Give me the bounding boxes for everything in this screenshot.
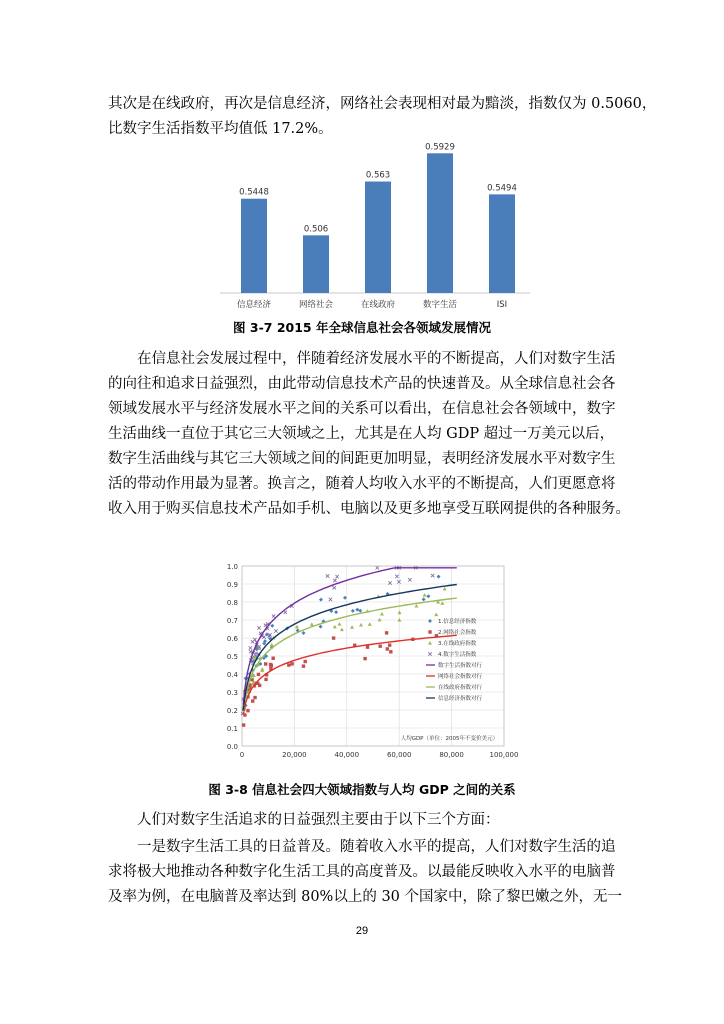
y-tick-label: 0.8 (226, 599, 238, 607)
y-tick-label: 0.2 (226, 707, 238, 715)
point (337, 622, 341, 626)
scatter-chart (220, 558, 540, 768)
category-label: 网络社会 (298, 300, 334, 310)
point (271, 657, 274, 660)
point (257, 673, 260, 676)
point (249, 646, 252, 649)
point (366, 645, 369, 648)
point (257, 626, 260, 629)
point (335, 575, 338, 578)
point (431, 574, 434, 577)
point (326, 574, 329, 577)
point (350, 625, 354, 629)
point (388, 643, 391, 646)
y-tick-label: 0.3 (226, 689, 238, 697)
point (319, 598, 323, 602)
y-tick-label: 0.4 (226, 671, 238, 679)
trend-line (243, 635, 456, 714)
point (246, 709, 249, 712)
bar-value-label: 0.506 (303, 224, 329, 235)
text-line: 比数字生活指数平均值低 17.2%。 (108, 121, 333, 137)
point (422, 597, 426, 601)
figure-caption-3-7: 图 3-7 2015 年全球信息社会各领域发展情况 (233, 320, 491, 335)
point (359, 623, 363, 627)
point (264, 678, 267, 681)
point (395, 575, 398, 578)
text-line: 其次是在线政府，再次是信息经济，网络社会表现相对最为黯淡，指数仅为 0.5060， (108, 96, 657, 112)
point (428, 641, 432, 645)
bar (365, 182, 391, 293)
point (380, 612, 384, 616)
y-tick-label: 0.9 (226, 581, 238, 589)
legend-label: 3.在线政府指数 (438, 641, 477, 648)
point (389, 650, 392, 653)
category-label: 数字生活 (422, 300, 458, 310)
point (385, 631, 388, 634)
y-tick-label: 0.6 (226, 635, 238, 643)
point (334, 610, 338, 614)
category-label: 信息经济 (236, 300, 272, 310)
x-tick-label: 60,000 (386, 751, 412, 759)
figure-caption-3-8: 图 3-8 信息社会四大领域指数与人均 GDP 之间的关系 (208, 782, 516, 797)
point (332, 636, 335, 639)
text-line: 收入用于购买信息技术产品如手机、电脑以及更多地享受互联网提供的各种服务。 (108, 501, 630, 517)
bar-value-label: 0.5448 (239, 187, 269, 198)
y-tick-label: 1.0 (226, 563, 238, 571)
point (253, 696, 256, 699)
text-line: 领域发展水平与经济发展水平之间的关系可以看出，在信息社会各领域中，数字 (108, 401, 616, 417)
x-tick-label: 20,000 (282, 751, 307, 759)
paragraph-1 (108, 92, 657, 142)
text-line: 数字生活曲线与其它三大领域之间的间距更加明显，表明经济发展水平对数字生 (108, 451, 616, 467)
point (264, 662, 267, 665)
text-line: 求将极大地推动各种数字化生活工具的高度普及。以最能反映收入水平的电脑普 (108, 864, 616, 880)
point (378, 618, 382, 622)
x-tick-label: 40,000 (334, 751, 360, 759)
point (251, 699, 254, 702)
point (368, 622, 372, 626)
point (428, 619, 432, 623)
text-line: 及率为例，在电脑普及率达到 80%以上的 30 个国家中，除了黎巴嫩之外，无一 (108, 889, 623, 905)
y-tick-label: 0.1 (226, 725, 238, 733)
text-line: 一是数字生活工具的日益普及。随着收入水平的提高，人们对数字生活的追 (137, 839, 616, 855)
point (304, 660, 307, 663)
point (295, 625, 299, 629)
point (258, 684, 261, 687)
legend-label: 4.数字生活指数 (438, 652, 477, 659)
y-tick-label: 0.5 (226, 653, 238, 661)
x-axis-label: 人均GDP（单位：2005年不变价美元） (400, 736, 498, 742)
bar (241, 199, 267, 293)
x-tick-label: 0 (239, 751, 245, 759)
point (287, 663, 290, 666)
text-line: 在信息社会发展过程中，伴随着经济发展水平的不断提高，人们对数字生活 (137, 351, 616, 367)
text-line: 人们对数字生活追求的日益强烈主要由于以下三个方面： (137, 812, 500, 828)
point (242, 723, 245, 726)
point (310, 622, 314, 626)
y-tick-label: 0.0 (226, 743, 238, 751)
page-number: 29 (355, 925, 369, 937)
x-tick-label: 100,000 (489, 751, 519, 759)
category-label: ISI (496, 300, 508, 310)
point (351, 609, 355, 613)
point (251, 640, 254, 643)
point (363, 657, 366, 660)
point (302, 664, 305, 667)
point (333, 586, 336, 589)
bar-value-label: 0.5929 (425, 142, 455, 153)
bar-value-label: 0.5494 (487, 183, 517, 194)
text-line: 活的带动作用最为显著。换言之，随着人均收入水平的不断提高，人们更愿意将 (108, 476, 616, 492)
point (398, 610, 402, 614)
point (426, 594, 430, 598)
point (268, 634, 271, 637)
paragraph-2 (108, 347, 628, 522)
point (270, 643, 274, 647)
legend-label: 2.网络社会指数 (438, 630, 477, 637)
point (376, 566, 379, 569)
legend-label: 1.信息经济指数 (438, 619, 477, 626)
point (333, 579, 336, 582)
point (290, 662, 293, 665)
y-tick-label: 0.7 (226, 617, 238, 625)
point (423, 593, 427, 597)
point (378, 644, 381, 647)
legend-label: 信息经济指数对行 (438, 696, 483, 703)
point (408, 578, 411, 581)
legend-label: 数字生活指数对行 (438, 663, 483, 670)
point (340, 628, 344, 632)
point (274, 629, 277, 632)
point (437, 575, 441, 579)
point (343, 596, 347, 600)
category-label: 在线政府 (360, 300, 396, 310)
trend-line (243, 598, 456, 712)
bar (303, 235, 329, 293)
text-line: 的向往和追求日益强烈，由此带动信息技术产品的快速普及。从全球信息社会各 (108, 376, 616, 392)
point (270, 624, 274, 628)
bar (489, 194, 515, 293)
point (386, 647, 389, 650)
point (428, 652, 431, 655)
bar-chart (215, 142, 535, 313)
text-line: 生活曲线一直位于其它三大领域之上，尤其是在人均 GDP 超过一万美元以后， (108, 426, 615, 442)
x-tick-label: 80,000 (439, 751, 464, 759)
legend-label: 网络社会指数对行 (438, 674, 483, 681)
point (414, 604, 418, 608)
point (434, 613, 438, 617)
point (301, 631, 305, 635)
bar (427, 153, 453, 293)
point (319, 625, 323, 629)
point (443, 587, 447, 591)
bar-value-label: 0.563 (365, 170, 391, 181)
point (269, 663, 272, 666)
point (329, 598, 332, 601)
paragraph-4 (108, 835, 628, 910)
point (272, 614, 275, 617)
point (428, 630, 431, 633)
paragraph-3 (108, 808, 628, 833)
point (333, 625, 337, 629)
legend-label: 在线政府指数对行 (438, 685, 483, 692)
